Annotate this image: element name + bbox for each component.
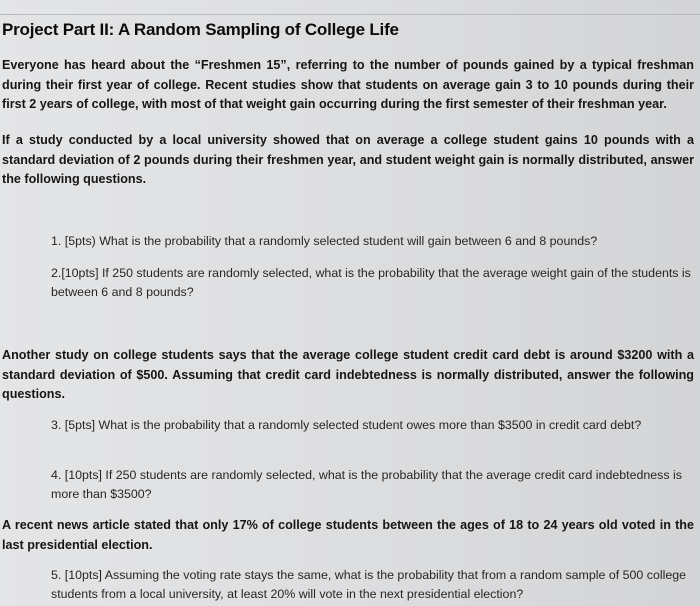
page-title: Project Part II: A Random Sampling of College Life (2, 20, 399, 39)
intro-paragraph: Everyone has heard about the “Freshmen 15”, referring to the number of pounds gained by a typical freshman during their first year of college. Recent studies show that students on average gain 3 to 10 pounds during their first 2 years of college, with most of that weight gain occurring during the first semester of their freshman year. (2, 58, 694, 111)
question-2: 2.[10pts] If 250 students are randomly selected, what is the probability that the average weight gain of the students is between 6 and 8 pounds? (51, 266, 691, 299)
voting-study-paragraph: A recent news article stated that only 17% of college students between the ages of 18 to 24 years old voted in the last presidential election. (2, 518, 694, 552)
credit-debt-study-paragraph: Another study on college students says that the average college student credit card debt is around $3200 with a standard deviation of $500. Assuming that credit card indebtedness is normally distributed, answer the following questions. (2, 348, 694, 401)
question-5: 5. [10pts] Assuming the voting rate stays the same, what is the probability that from a random sample of 500 college students from a local university, at least 20% will vote in the next presidential election? (51, 568, 687, 601)
top-divider (0, 14, 700, 15)
question-1: 1. [5pts) What is the probability that a randomly selected student will gain between 6 and 8 pounds? (51, 234, 598, 248)
question-4: 4. [10pts] If 250 students are randomly selected, what is the probability that the average credit card indebtedness is more than $3500? (51, 468, 682, 501)
weight-study-paragraph: If a study conducted by a local university showed that on average a college student gains 10 pounds with a standard deviation of 2 pounds during their freshmen year, and student weight gain is normally distributed, answer the following questions. (2, 133, 694, 186)
question-3: 3. [5pts] What is the probability that a randomly selected student owes more than $3500 in credit card debt? (51, 418, 642, 432)
